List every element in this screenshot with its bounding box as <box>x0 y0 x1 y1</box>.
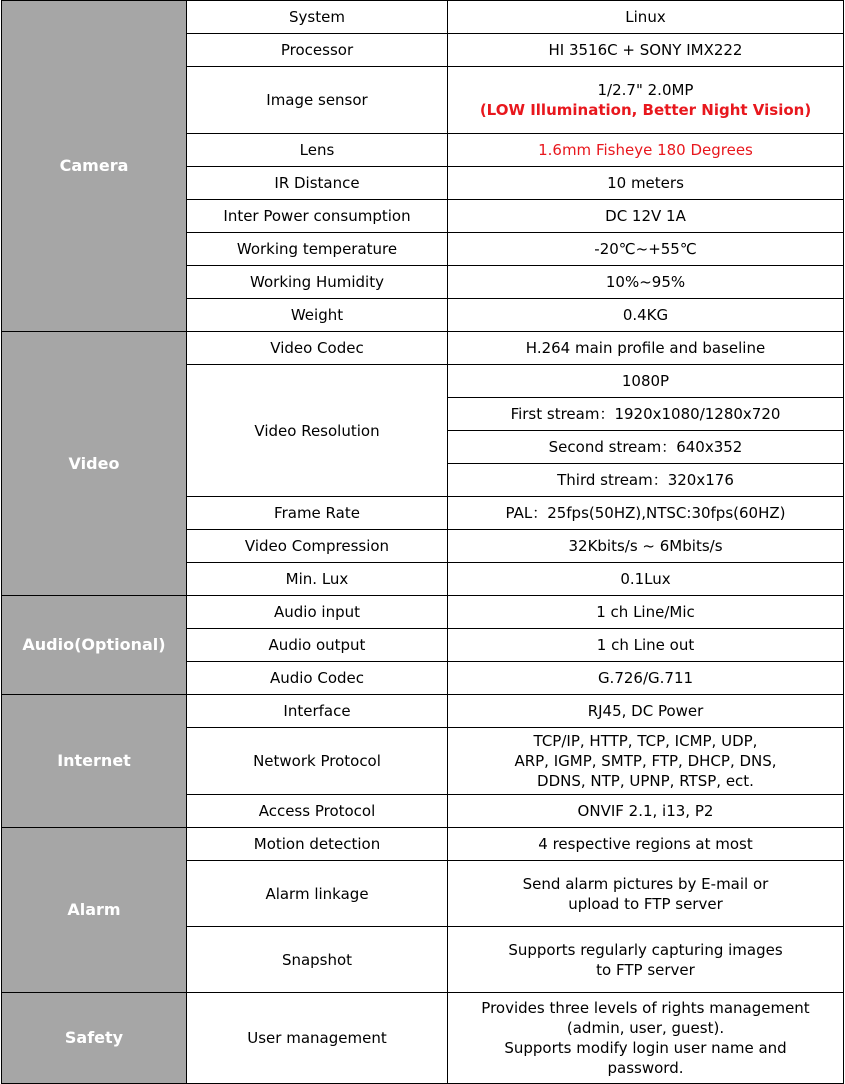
spec-value: DC 12V 1A <box>448 200 844 233</box>
spec-label: Frame Rate <box>187 497 448 530</box>
spec-value <box>448 993 844 1084</box>
category-alarm: Alarm <box>2 828 187 993</box>
category-audio: Audio(Optional) <box>2 596 187 695</box>
spec-value-line: password. <box>607 1059 684 1077</box>
spec-value-line: 1/2.7" 2.0MP <box>597 81 694 99</box>
spec-value-line: Send alarm pictures by E-mail or <box>522 874 769 893</box>
spec-label: Audio output <box>187 629 448 662</box>
spec-value-highlight: 1.6mm Fisheye 180 Degrees <box>448 134 844 167</box>
spec-label: Interface <box>187 695 448 728</box>
table-row <box>2 332 844 365</box>
spec-label: Audio input <box>187 596 448 629</box>
spec-label: Video Resolution <box>187 365 448 497</box>
table-row <box>2 828 844 861</box>
spec-label: Weight <box>187 299 448 332</box>
spec-label: Image sensor <box>187 67 448 134</box>
spec-value: 4 respective regions at most <box>448 828 844 861</box>
table-row <box>2 695 844 728</box>
spec-label: Motion detection <box>187 828 448 861</box>
spec-label: Video Compression <box>187 530 448 563</box>
spec-label: Access Protocol <box>187 795 448 828</box>
spec-value-line: Supports modify login user name and <box>504 1039 787 1057</box>
spec-value <box>448 728 844 795</box>
spec-label: Video Codec <box>187 332 448 365</box>
spec-value: 10%~95% <box>448 266 844 299</box>
spec-value: 32Kbits/s ~ 6Mbits/s <box>448 530 844 563</box>
spec-value: 10 meters <box>448 167 844 200</box>
spec-value: 1 ch Line out <box>448 629 844 662</box>
spec-value-line: ARP, IGMP, SMTP, FTP, DHCP, DNS, <box>514 752 777 770</box>
spec-label: Alarm linkage <box>187 861 448 927</box>
spec-value-line: to FTP server <box>596 960 695 979</box>
spec-value: Linux <box>448 1 844 34</box>
spec-value: H.264 main profile and baseline <box>448 332 844 365</box>
spec-value-line: Supports regularly capturing images <box>508 940 783 959</box>
spec-value: First stream：1920x1080/1280x720 <box>448 398 844 431</box>
category-video: Video <box>2 332 187 596</box>
spec-value-highlight: (LOW Illumination, Better Night Vision) <box>479 101 812 119</box>
table-row <box>2 1 844 34</box>
spec-value: 1 ch Line/Mic <box>448 596 844 629</box>
spec-value <box>448 861 844 927</box>
category-camera: Camera <box>2 1 187 332</box>
spec-value <box>448 67 844 134</box>
spec-value-line: TCP/IP, HTTP, TCP, ICMP, UDP, <box>533 732 758 750</box>
spec-label: Inter Power consumption <box>187 200 448 233</box>
spec-label: Lens <box>187 134 448 167</box>
spec-value: RJ45, DC Power <box>448 695 844 728</box>
spec-label: Processor <box>187 34 448 67</box>
spec-value-line: (admin, user, guest). <box>566 1019 725 1037</box>
category-safety: Safety <box>2 993 187 1084</box>
spec-label: Min. Lux <box>187 563 448 596</box>
spec-label: System <box>187 1 448 34</box>
spec-label: User management <box>187 993 448 1084</box>
spec-value: ONVIF 2.1, i13, P2 <box>448 795 844 828</box>
table-row <box>2 596 844 629</box>
spec-value: -20℃~+55℃ <box>448 233 844 266</box>
spec-value-line: DDNS, NTP, UPNP, RTSP, ect. <box>537 772 754 790</box>
spec-value: 0.1Lux <box>448 563 844 596</box>
spec-value: 0.4KG <box>448 299 844 332</box>
spec-label: Network Protocol <box>187 728 448 795</box>
table-row <box>2 993 844 1084</box>
spec-value: Second stream：640x352 <box>448 431 844 464</box>
spec-label: Working temperature <box>187 233 448 266</box>
spec-label: Audio Codec <box>187 662 448 695</box>
spec-value <box>448 927 844 993</box>
category-internet: Internet <box>2 695 187 828</box>
spec-label: IR Distance <box>187 167 448 200</box>
spec-value: Third stream：320x176 <box>448 464 844 497</box>
spec-value-line: Provides three levels of rights management <box>481 999 810 1017</box>
spec-value: G.726/G.711 <box>448 662 844 695</box>
spec-value-line: upload to FTP server <box>568 894 723 913</box>
spec-value: 1080P <box>448 365 844 398</box>
spec-label: Working Humidity <box>187 266 448 299</box>
spec-value: HI 3516C + SONY IMX222 <box>448 34 844 67</box>
spec-table <box>1 0 844 1084</box>
spec-value: PAL：25fps(50HZ),NTSC:30fps(60HZ) <box>448 497 844 530</box>
spec-label: Snapshot <box>187 927 448 993</box>
